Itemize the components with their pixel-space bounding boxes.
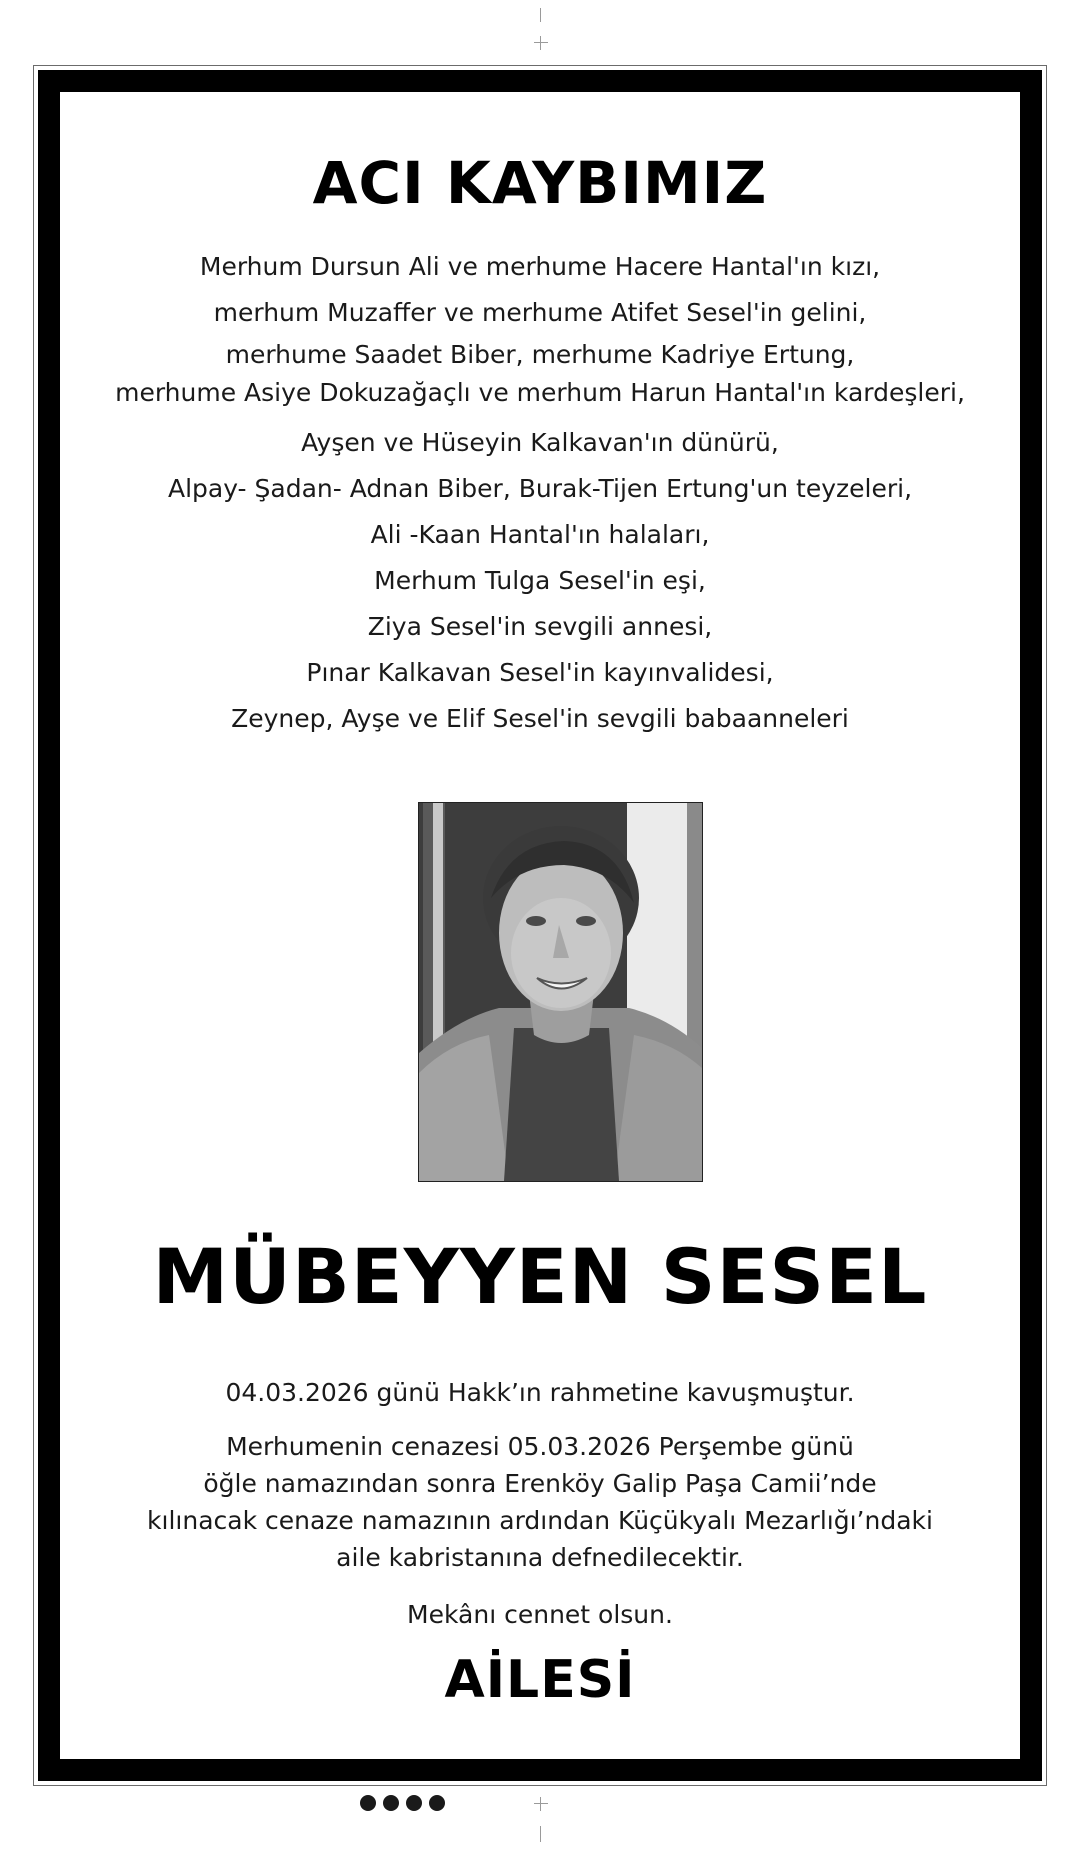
relative-line: Ali -Kaan Hantal'ın halaları, — [370, 520, 710, 549]
registration-mark-bottom — [534, 1797, 548, 1811]
relative-line: Merhum Dursun Ali ve merhume Hacere Hantal'ın kızı, — [199, 252, 881, 281]
registration-mark-top — [534, 36, 548, 50]
notice-content — [60, 92, 1020, 1759]
closing-prayer: Mekânı cennet olsun. — [407, 1600, 673, 1629]
crop-mark-bottom-line — [540, 1826, 541, 1842]
funeral-info-line: Merhumenin cenazesi 05.03.2026 Perşembe günü — [226, 1432, 854, 1461]
funeral-info-line: öğle namazından sonra Erenköy Galip Paşa Camii’nde — [203, 1469, 877, 1498]
relative-line: Merhum Tulga Sesel'in eşi, — [374, 566, 706, 595]
dot — [383, 1795, 399, 1811]
relative-line: Zeynep, Ayşe ve Elif Sesel'in sevgili babaanneleri — [231, 704, 849, 733]
relative-line: merhum Muzaffer ve merhume Atifet Sesel'in gelini, — [213, 298, 867, 327]
relative-line: Ziya Sesel'in sevgili annesi, — [367, 612, 713, 641]
family-signature: AİLESİ — [444, 1650, 636, 1710]
deceased-name: MÜBEYYEN SESEL — [152, 1232, 928, 1321]
obituary-notice — [38, 70, 1042, 1781]
dot — [406, 1795, 422, 1811]
page-indicator-dots — [360, 1795, 445, 1811]
portrait-illustration — [419, 803, 702, 1181]
portrait-photo — [418, 802, 703, 1182]
relative-line: merhume Saadet Biber, merhume Kadriye Ertung, — [225, 340, 855, 369]
dot — [360, 1795, 376, 1811]
relative-line: Ayşen ve Hüseyin Kalkavan'ın dünürü, — [301, 428, 779, 457]
funeral-info-line: aile kabristanına defnedilecektir. — [336, 1543, 744, 1572]
relatives-list — [60, 244, 1020, 742]
funeral-info-line: kılınacak cenaze namazının ardından Küçükyalı Mezarlığı’ndaki — [147, 1506, 933, 1535]
death-date-line: 04.03.2026 günü Hakk’ın rahmetine kavuşmuştur. — [225, 1378, 855, 1407]
funeral-info — [60, 1428, 1020, 1576]
headline: ACI KAYBIMIZ — [312, 149, 768, 217]
relative-line: merhume Asiye Dokuzağaçlı ve merhum Harun Hantal'ın kardeşleri, — [115, 378, 965, 407]
dot — [429, 1795, 445, 1811]
relative-line: Alpay- Şadan- Adnan Biber, Burak-Tijen Ertung'un teyzeleri, — [167, 474, 913, 503]
relative-line: Pınar Kalkavan Sesel'in kayınvalidesi, — [306, 658, 774, 687]
crop-mark-top-line — [540, 8, 541, 22]
